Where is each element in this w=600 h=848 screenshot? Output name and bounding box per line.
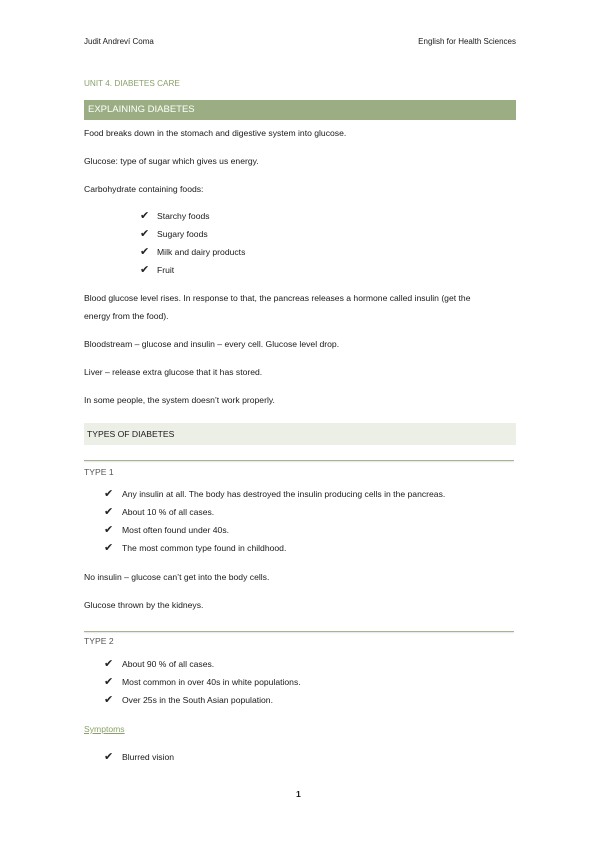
list-item: Most often found under 40s. xyxy=(122,525,230,535)
paragraph: Food breaks down in the stomach and digestive system into glucose. xyxy=(84,128,347,138)
page-number: 1 xyxy=(296,789,301,799)
checkmark-icon: ✔ xyxy=(104,658,114,670)
checkmark-icon: ✔ xyxy=(104,751,114,763)
checkmark-icon: ✔ xyxy=(140,210,150,222)
list-item: Sugary foods xyxy=(157,229,208,239)
subheading-symptoms: Symptoms xyxy=(84,724,125,734)
list-item: Most common in over 40s in white populations. xyxy=(122,677,301,687)
list-item: Fruit xyxy=(157,265,175,275)
paragraph: Glucose: type of sugar which gives us energy. xyxy=(84,156,259,166)
list-item: Milk and dairy products xyxy=(157,247,246,257)
list-item: Blurred vision xyxy=(122,752,175,762)
paragraph: Carbohydrate containing foods: xyxy=(84,184,204,194)
list-item: About 90 % of all cases. xyxy=(122,659,215,669)
checkmark-icon: ✔ xyxy=(104,694,114,706)
checkmark-icon: ✔ xyxy=(104,506,114,518)
list-item: Starchy foods xyxy=(157,211,210,221)
header-author: Judit Andreví Coma xyxy=(84,37,154,46)
paragraph-continuation: energy from the food). xyxy=(84,311,169,321)
checkmark-icon: ✔ xyxy=(104,676,114,688)
paragraph: Bloodstream – glucose and insulin – every cell. Glucose level drop. xyxy=(84,339,340,349)
paragraph: In some people, the system doesn’t work properly. xyxy=(84,395,275,405)
checkmark-icon: ✔ xyxy=(140,264,150,276)
divider xyxy=(84,460,514,461)
header-course: English for Health Sciences xyxy=(418,37,516,46)
section-heading-types xyxy=(84,423,516,445)
section-heading-text: TYPES OF DIABETES xyxy=(87,429,175,439)
checkmark-icon: ✔ xyxy=(104,488,114,500)
subheading-type1: TYPE 1 xyxy=(84,467,114,477)
list-item: About 10 % of all cases. xyxy=(122,507,215,517)
paragraph: Blood glucose level rises. In response to that, the pancreas releases a hormone called insulin (get the xyxy=(84,293,471,303)
checkmark-icon: ✔ xyxy=(104,524,114,536)
checkmark-icon: ✔ xyxy=(140,246,150,258)
paragraph: Liver – release extra glucose that it has stored. xyxy=(84,367,263,377)
list-item: The most common type found in childhood. xyxy=(122,543,287,553)
paragraph: No insulin – glucose can’t get into the body cells. xyxy=(84,572,270,582)
checkmark-icon: ✔ xyxy=(140,228,150,240)
subheading-type2: TYPE 2 xyxy=(84,636,114,646)
list-item: Over 25s in the South Asian population. xyxy=(122,695,273,705)
paragraph: Glucose thrown by the kidneys. xyxy=(84,600,204,610)
divider xyxy=(84,631,514,632)
section-heading-explaining xyxy=(84,100,516,120)
list-item: Any insulin at all. The body has destroyed the insulin producing cells in the pancreas. xyxy=(122,489,446,499)
checkmark-icon: ✔ xyxy=(104,542,114,554)
unit-title: UNIT 4. DIABETES CARE xyxy=(84,79,180,88)
section-heading-text: EXPLAINING DIABETES xyxy=(88,104,195,115)
